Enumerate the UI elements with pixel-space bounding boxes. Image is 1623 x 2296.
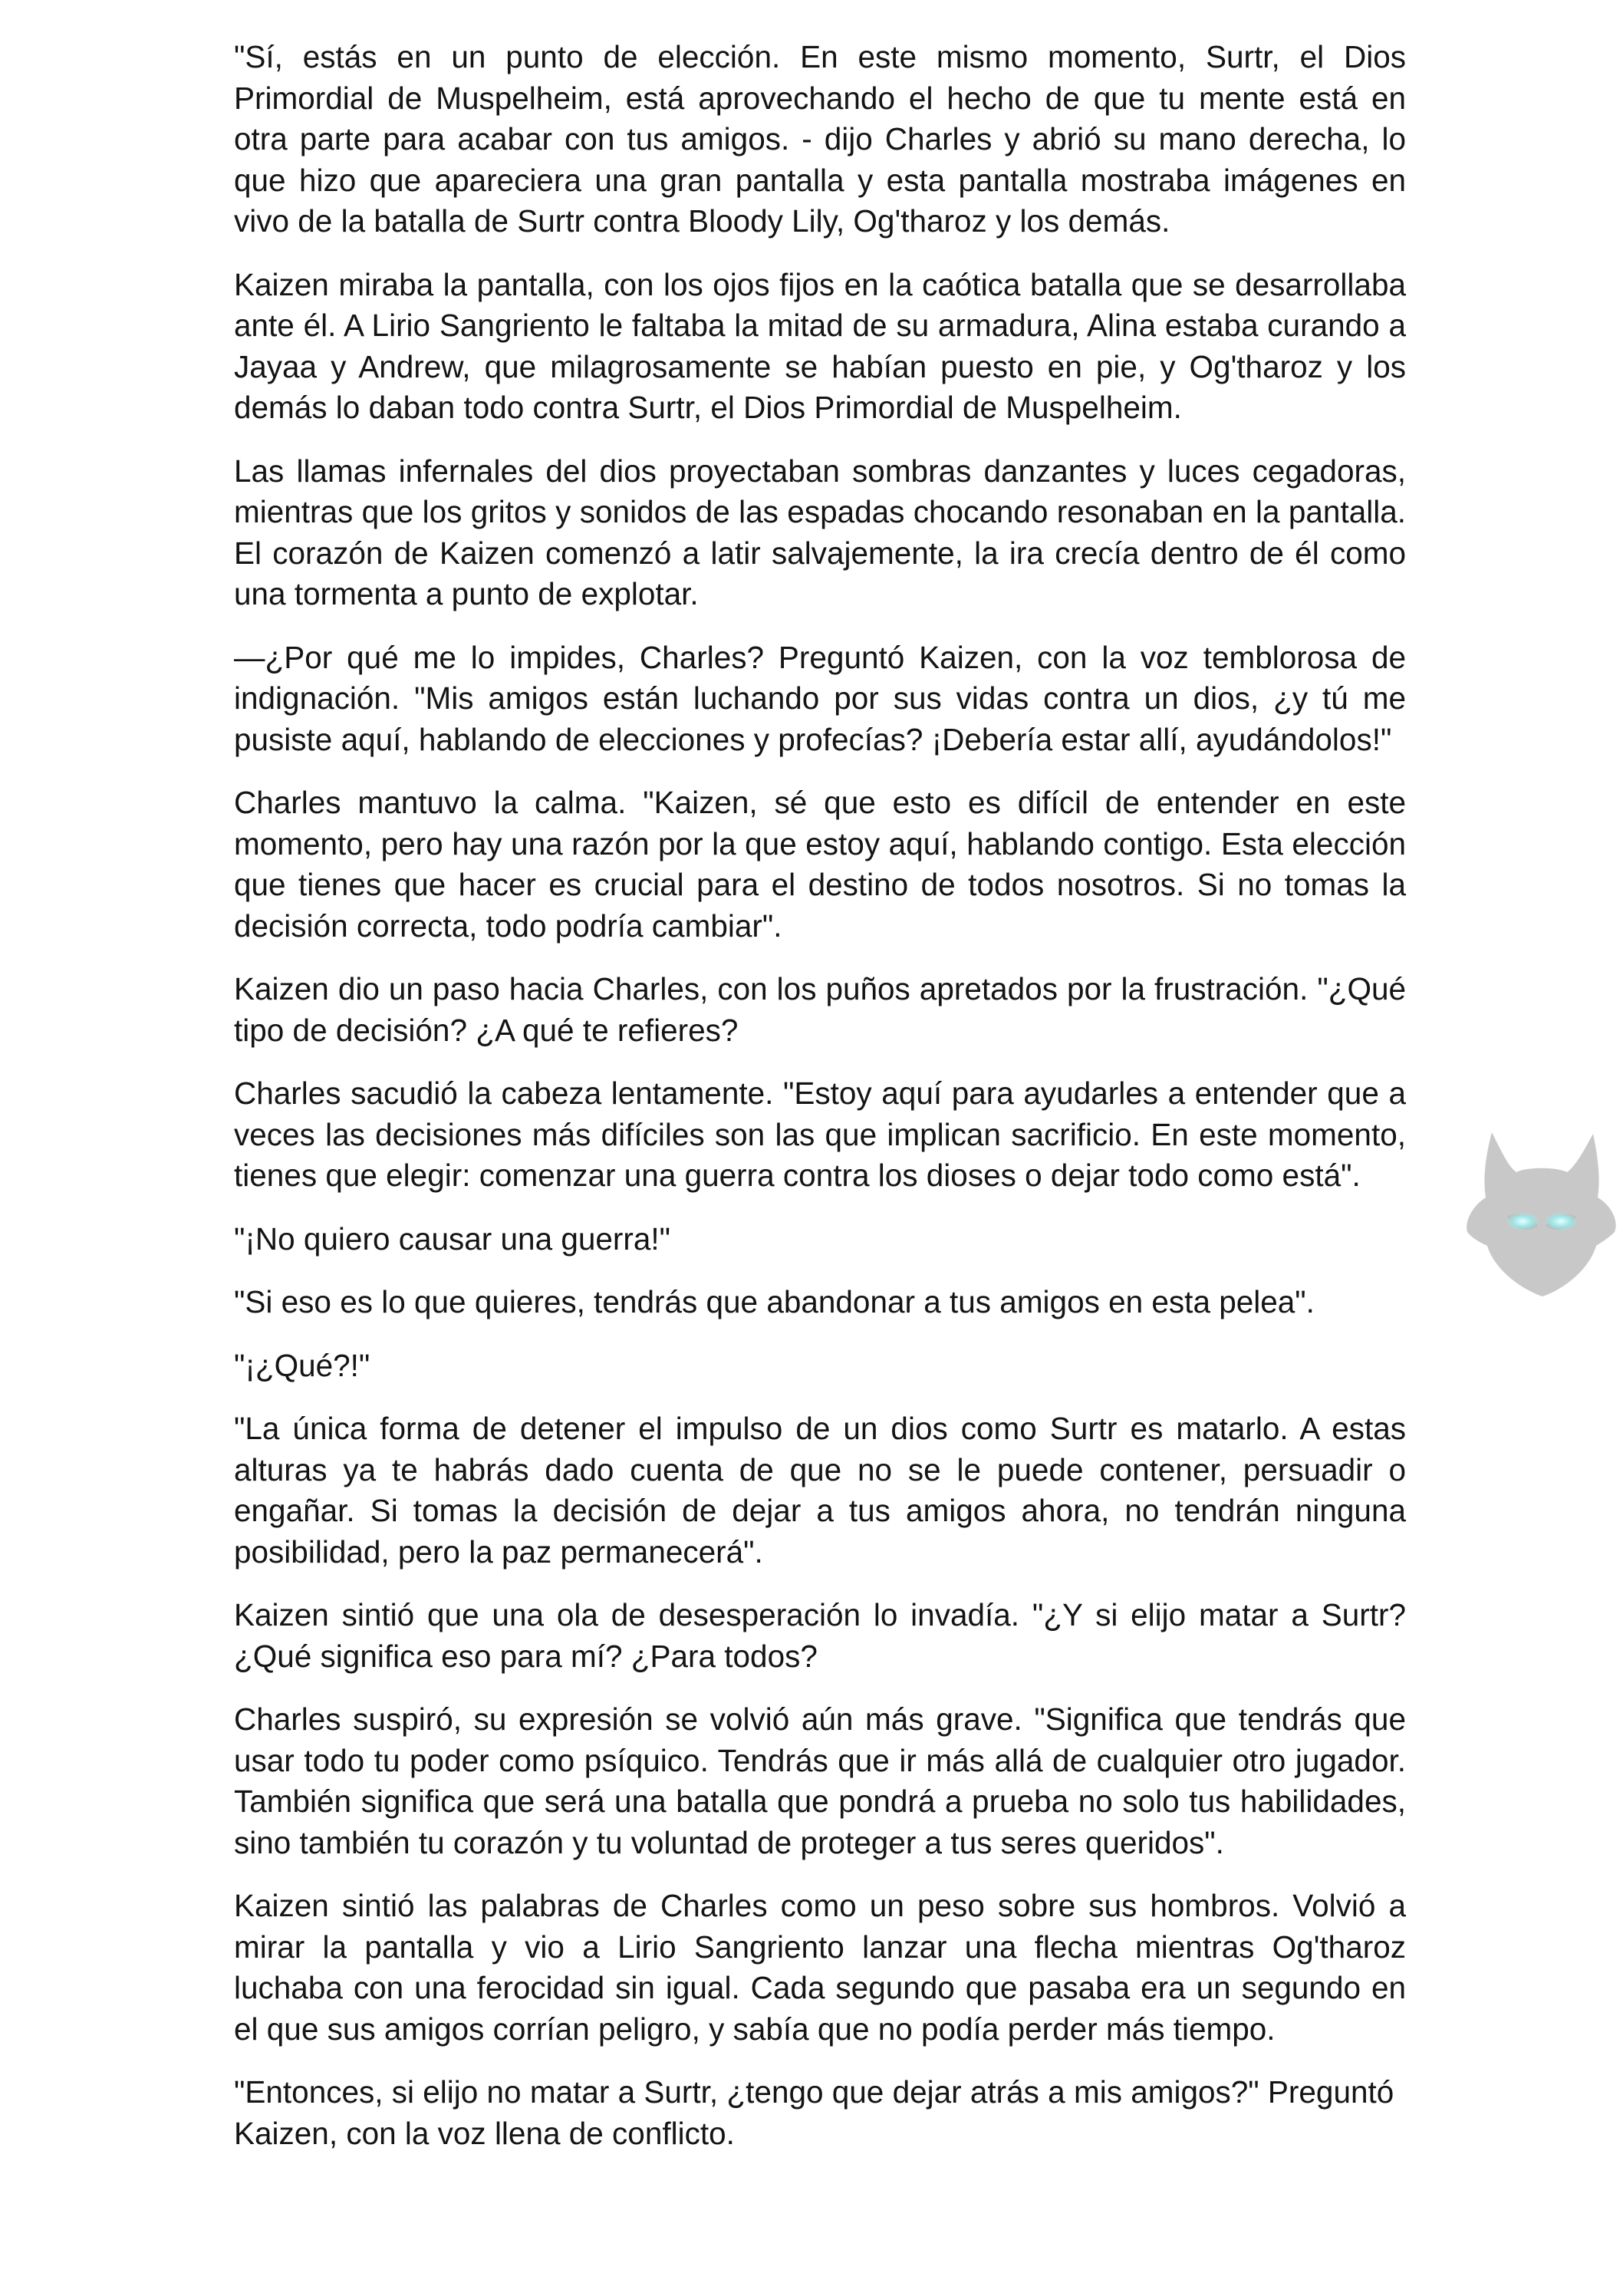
paragraph-10: "¡¿Qué?!" [234,1347,370,1383]
demon-head-icon [1461,1125,1622,1301]
document-page [234,37,1406,2176]
paragraph-15: "Entonces, si elijo no matar a Surtr, ¿tengo que dejar atrás a mis amigos?" Preguntó Kaizen, con la voz llena de conflicto. [234,2074,1394,2151]
paragraph-5: Charles mantuvo la calma. "Kaizen, sé que esto es difícil de entender en este momento, pero hay una razón por la que estoy aquí, hablando contigo. Esta elección que tienes que hacer es crucial para el destino de todos nosotros. Si no tomas la decisión correcta, todo podría cambiar". [234,785,1406,944]
paragraph-7: Charles sacudió la cabeza lentamente. "Estoy aquí para ayudarles a entender que a veces las decisiones más difíciles son las que implican sacrificio. En este momento, tienes que elegir: comenzar una guerra contra los dioses o dejar todo como está". [234,1076,1406,1193]
paragraph-6: Kaizen dio un paso hacia Charles, con los puños apretados por la frustración. "¿Qué tipo de decisión? ¿A qué te refieres? [234,971,1406,1048]
paragraph-9: "Si eso es lo que quieres, tendrás que abandonar a tus amigos en esta pelea". [234,1284,1315,1319]
paragraph-3: Las llamas infernales del dios proyectaban sombras danzantes y luces cegadoras, mientras que los gritos y sonidos de las espadas chocando resonaban en la pantalla. El corazón de Kaizen comenzó a latir salvajemente, la ira crecía dentro de él como una tormenta a punto de explotar. [234,453,1406,611]
paragraph-11: "La única forma de detener el impulso de un dios como Surtr es matarlo. A estas alturas ya te habrás dado cuenta de que no se le puede contener, persuadir o engañar. Si tomas la decisión de dejar a tus amigos ahora, no tendrán ninguna posibilidad, pero la paz permanecerá". [234,1411,1406,1570]
paragraph-1: "Sí, estás en un punto de elección. En este mismo momento, Surtr, el Dios Primordial de Muspelheim, está aprovechando el hecho de que tu mente está en otra parte para acabar con tus amigos. - dijo Charles y abrió su mano derecha, lo que hizo que apareciera una gran pantalla y esta pantalla mostraba imágenes en vivo de la batalla de Surtr contra Bloody Lily, Og'tharoz y los demás. [234,39,1406,239]
paragraph-13: Charles suspiró, su expresión se volvió aún más grave. "Significa que tendrás que usar todo tu poder como psíquico. Tendrás que ir más allá de cualquier otro jugador. También significa que será una batalla que pondrá a prueba no solo tus habilidades, sino también tu corazón y tu voluntad de proteger a tus seres queridos". [234,1701,1406,1860]
paragraph-14: Kaizen sintió las palabras de Charles como un peso sobre sus hombros. Volvió a mirar la pantalla y vio a Lirio Sangriento lanzar una flecha mientras Og'tharoz luchaba con una ferocidad sin igual. Cada segundo que pasaba era un segundo en el que sus amigos corrían peligro, y sabía que no podía perder más tiempo. [234,1888,1406,2047]
paragraph-2: Kaizen miraba la pantalla, con los ojos fijos en la caótica batalla que se desarrollaba ante él. A Lirio Sangriento le faltaba la mitad de su armadura, Alina estaba curando a Jayaa y Andrew, que milagrosamente se habían puesto en pie, y Og'tharoz y los demás lo daban todo contra Surtr, el Dios Primordial de Muspelheim. [234,266,1406,425]
paragraph-12: Kaizen sintió que una ola de desesperación lo invadía. "¿Y si elijo matar a Surtr? ¿Qué significa eso para mí? ¿Para todos? [234,1597,1406,1674]
paragraph-4: —¿Por qué me lo impides, Charles? Preguntó Kaizen, con la voz temblorosa de indignación. "Mis amigos están luchando por sus vidas contra un dios, ¿y tú me pusiste aquí, hablando de elecciones y profecías? ¡Debería estar allí, ayudándolos!" [234,639,1406,757]
paragraph-8: "¡No quiero causar una guerra!" [234,1220,671,1257]
